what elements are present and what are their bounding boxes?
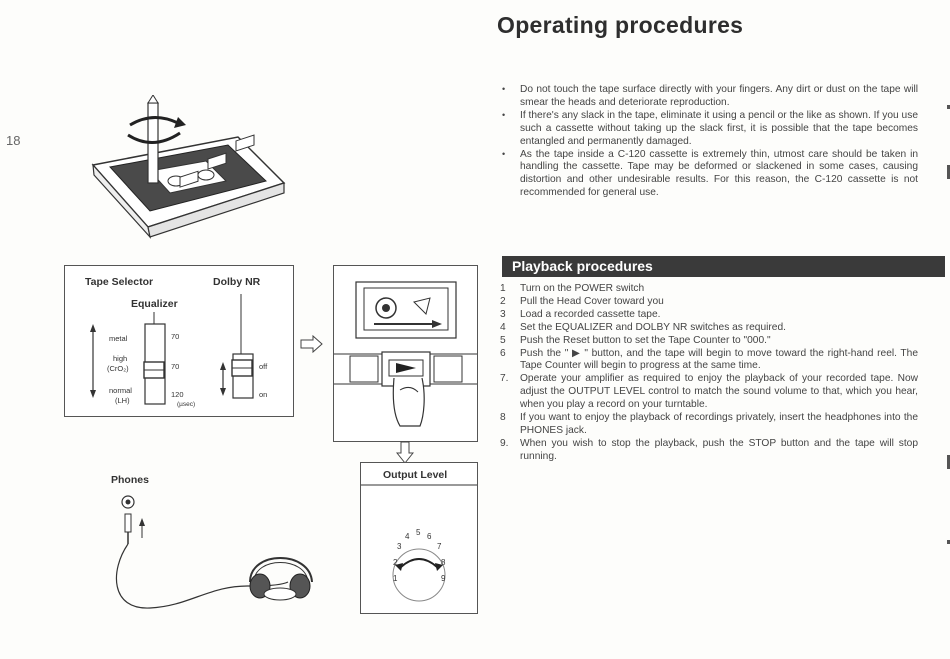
section-heading: Playback procedures [502,256,945,277]
step-item [500,438,918,464]
step-text: Turn on the POWER switch [520,283,645,294]
tick-6: 6 [427,532,432,541]
cassette-pencil-illustration [88,95,288,245]
step-text: Pull the Head Cover toward you [520,295,664,307]
cro2-label: (CrO₂) [107,364,129,373]
selector-switch-drawing [65,266,293,416]
tape-selector-panel [64,265,294,417]
step-item [500,348,918,374]
value-120: 120 [171,390,184,399]
page-title: Operating procedures [497,12,744,38]
output-level-knob-drawing [361,463,477,613]
playback-steps [500,283,918,464]
step-item [500,373,918,412]
tick-8: 8 [441,558,446,567]
step-text: Set the EQUALIZER and DOLBY NR switches as required. [520,321,786,333]
cassette-deck-panel [333,265,478,442]
step-number: 3 [500,308,506,320]
equalizer-label: Equalizer [131,298,178,310]
note-item: • As the tape inside a C-120 cassette is extremely thin, utmost care should be taken in handling the cassette. Tape may be deformed or slackened in some cases, causing distortion and other undesirable results. For this reason, the C-120 cassette is not recommended for general use. [500,149,918,201]
step-number: 2 [500,295,506,307]
headphones-illustration [100,490,340,620]
note-item: • If there's any slack in the tape, eliminate it using a pencil or the like as shown. If you use such a cassette without taking up the slack first, it is possible that the tape becomes entangled and permanently damaged. [500,110,918,149]
step-number: 5 [500,334,506,346]
step-text: Operate your amplifier as required to enjoy the playback of your recorded tape. Now adjust the OUTPUT LEVEL control to match the sound volume to that, which you hear, when you play a record on your turntable. [520,373,918,411]
step-text: Push the Reset button to set the Tape Counter to "000." [520,334,771,346]
step-item [500,412,918,438]
output-level-label: Output Level [383,469,448,481]
output-level-panel [360,462,478,614]
step-number: 8 [500,412,506,424]
step-number: 9. [500,437,509,449]
step-text: Load a recorded cassette tape. [520,308,661,320]
step-item [500,309,918,322]
step-item [500,335,918,348]
step-number: 4 [500,321,506,333]
deck-play-drawing [334,266,477,441]
step-text: If you want to enjoy the playback of recordings privately, insert the headphones into the PHONES jack. [520,412,918,436]
high-label: high [113,354,128,363]
note-item: • Do not touch the tape surface directly with your fingers. Any dirt or dust on the tape will smear the heads and deteriorate reproduction. [500,84,918,110]
step-text: When you wish to stop the playback, push the STOP button and the tape will stop running. [520,437,918,462]
tick-7: 7 [437,542,442,551]
tape-selector-label: Tape Selector [85,276,154,288]
step-item [500,296,918,309]
step-number: 7. [500,373,509,385]
step-number: 1 [500,283,506,294]
tick-5: 5 [416,528,421,537]
usec-label: (µsec) [177,401,196,408]
step-item [500,322,918,335]
caution-notes [500,84,918,200]
tick-1: 1 [393,574,398,583]
tick-2: 2 [393,558,398,567]
tick-4: 4 [405,532,410,541]
value-70-high: 70 [171,362,180,371]
metal-label: metal [109,334,128,343]
dolby-nr-label: Dolby NR [213,276,261,288]
value-70-metal: 70 [171,332,180,341]
arrow-right-icon [300,335,324,353]
tick-3: 3 [397,542,402,551]
lh-label: (LH) [115,396,130,405]
step-number: 6 [500,347,506,359]
normal-label: normal [109,386,132,395]
dolby-off-label: off [259,362,268,371]
tick-9: 9 [441,574,446,583]
step-text: Push the " ▶ " button, and the tape will begin to move toward the right-hand reel. The Tape Counter will begin to progress at the same time. [520,347,918,372]
dolby-on-label: on [259,390,268,399]
phones-label: Phones [111,474,149,486]
step-item [500,283,918,296]
page-number: 18 [6,133,21,148]
